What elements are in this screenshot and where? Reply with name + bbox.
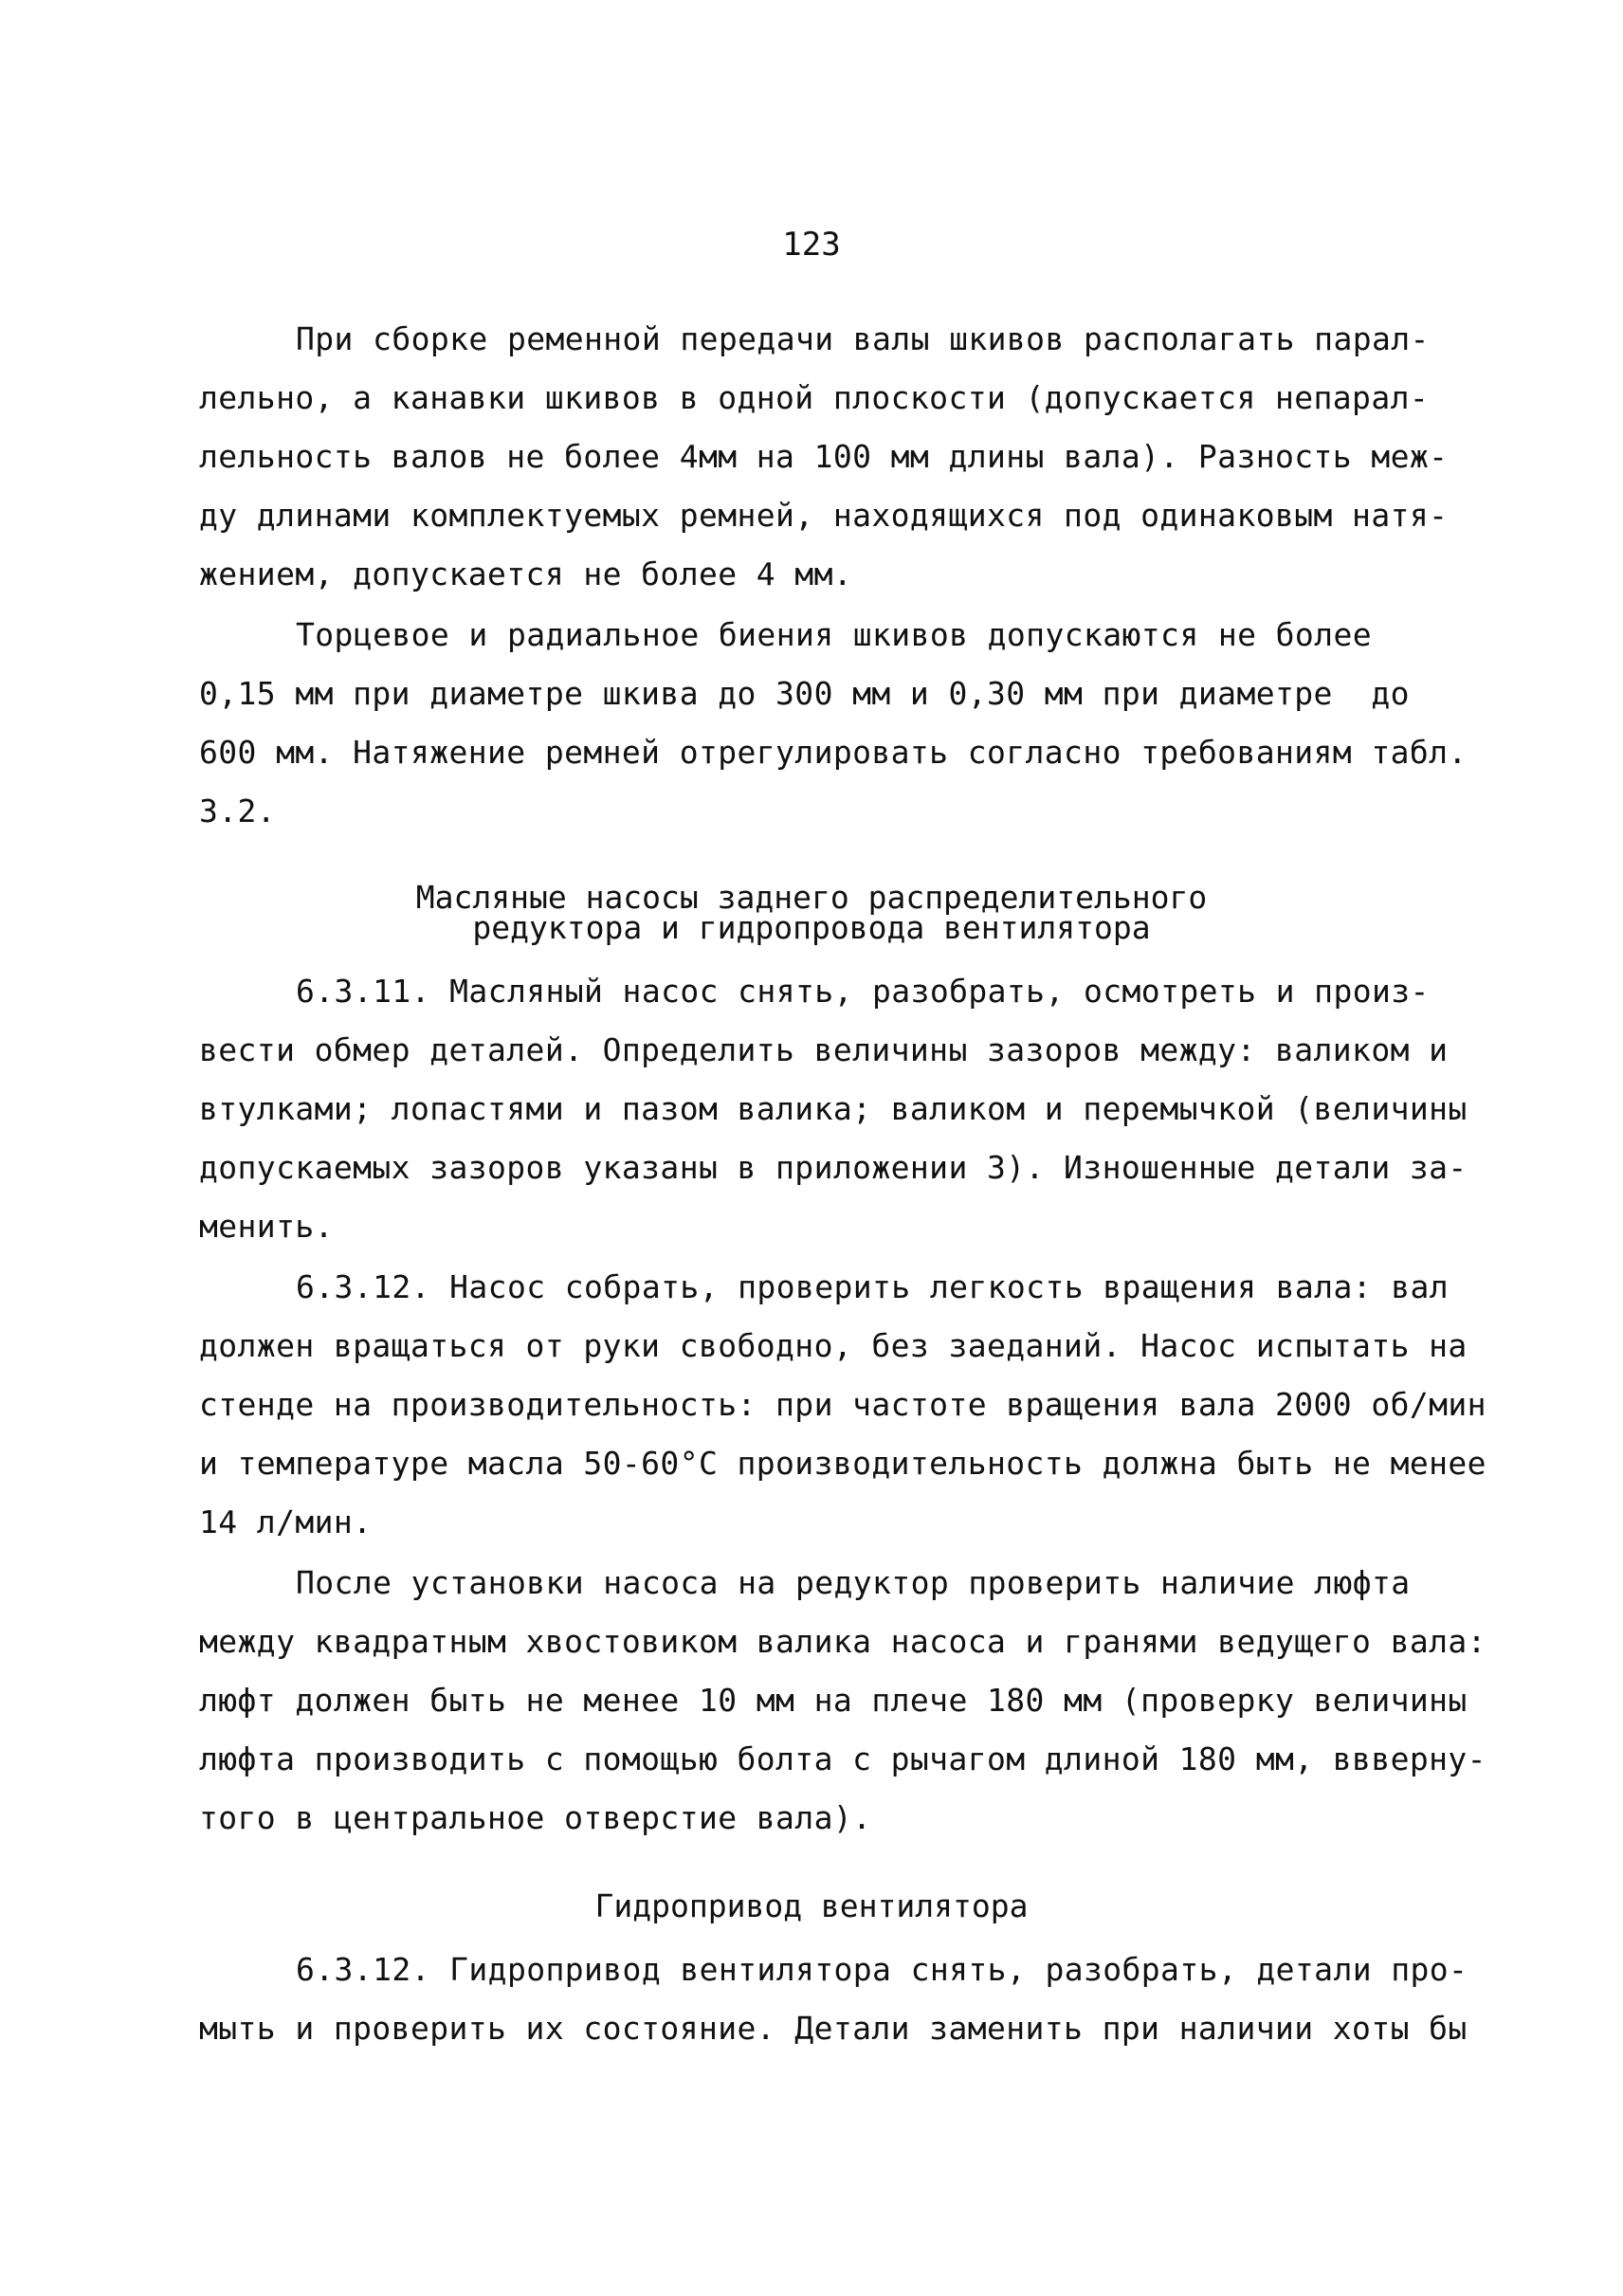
text-line: менить. (199, 1208, 334, 1245)
text-line: Торцевое и радиальное биения шкивов допускаются не более (296, 616, 1372, 653)
section-heading: Гидропривод вентилятора (594, 1887, 1029, 1924)
section-heading: редуктора и гидропровода вентилятора (472, 909, 1151, 946)
text-line: 6.3.12. Гидропривод вентилятора снять, разобрать, детали про- (296, 1951, 1468, 1988)
text-line: 6.3.12. Насос собрать, проверить легкость вращения вала: вал (296, 1268, 1450, 1305)
text-line: того в центральное отверстие вала). (199, 1799, 872, 1836)
text-line: При сборке ременной передачи валы шкивов располагать парал- (296, 320, 1430, 357)
text-line: люфт должен быть не менее 10 мм на плече 180 мм (проверку величины (199, 1682, 1468, 1719)
text-line: лельность валов не более 4мм на 100 мм длины вала). Разность меж- (199, 438, 1449, 475)
text-line: между квадратным хвостовиком валика насоса и гранями ведущего вала: (199, 1623, 1486, 1660)
text-line: жением, допускается не более 4 мм. (199, 556, 853, 592)
text-line: должен вращаться от руки свободно, без заеданий. Насос испытать на (199, 1327, 1468, 1364)
page-number: 123 (782, 226, 841, 264)
text-line: люфта производить с помощью болта с рычагом длиной 180 мм, ввверну- (199, 1740, 1486, 1777)
text-line: 14 л/мин. (199, 1503, 373, 1540)
text-line: втулками; лопастями и пазом валика; валиком и перемычкой (величины (199, 1090, 1468, 1127)
text-line: После установки насоса на редуктор проверить наличие люфта (296, 1564, 1411, 1601)
section-heading: Масляные насосы заднего распределительного (415, 879, 1208, 916)
text-line: мыть и проверить их состояние. Детали заменить при наличии хоты бы (199, 2010, 1468, 2047)
text-line: допускаемых зазоров указаны в приложении 3). Изношенные детали за- (199, 1149, 1468, 1186)
text-line: 6.3.11. Масляный насос снять, разобрать, осмотреть и произ- (296, 973, 1430, 1010)
text-line: ду длинами комплектуемых ремней, находящихся под одинаковым натя- (199, 497, 1449, 534)
text-line: лельно, а канавки шкивов в одной плоскости (допускается непарал- (199, 379, 1430, 416)
text-line: вести обмер деталей. Определить величины зазоров между: валиком и (199, 1031, 1449, 1068)
text-line: 0,15 мм при диаметре шкива до 300 мм и 0,30 мм при диаметре до (199, 675, 1410, 712)
text-line: 3.2. (199, 793, 277, 829)
text-line: и температуре масла 50-60°C производительность должна быть не менее (199, 1445, 1486, 1482)
text-line: 600 мм. Натяжение ремней отрегулировать согласно требованиям табл. (199, 734, 1468, 771)
text-line: стенде на производительность: при частоте вращения вала 2000 об/мин (199, 1386, 1486, 1423)
